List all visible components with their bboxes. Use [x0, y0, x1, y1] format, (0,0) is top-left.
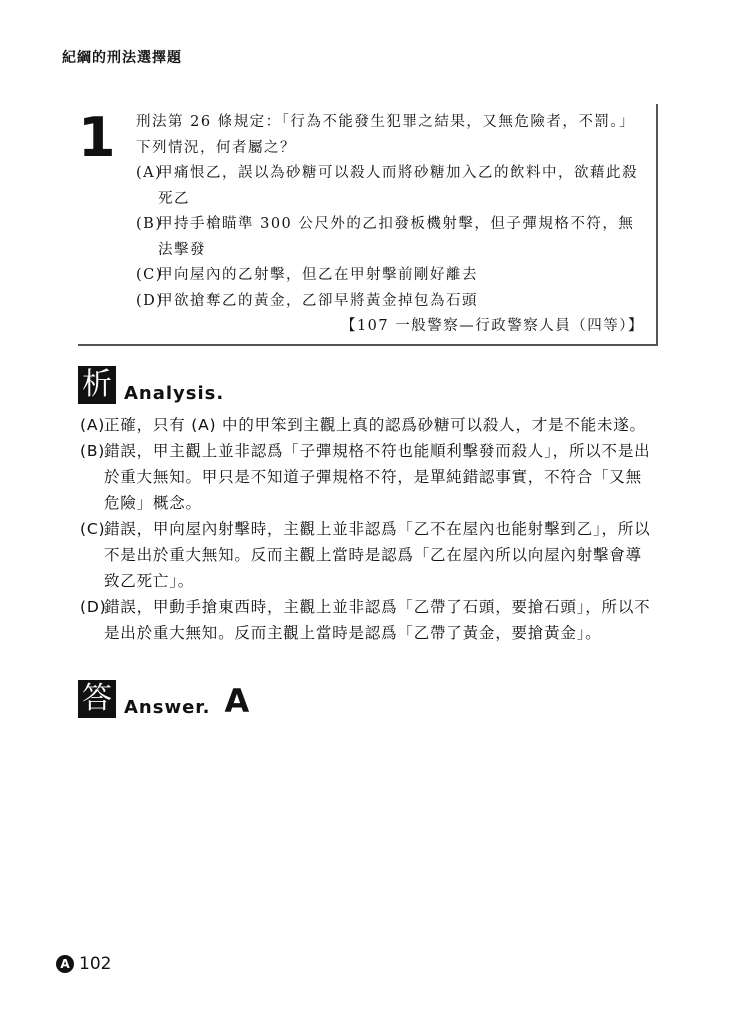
option-label: (C)	[136, 267, 163, 283]
analysis-item-d	[80, 594, 655, 646]
answer-heading	[78, 680, 249, 718]
analysis-label: (A)	[80, 416, 106, 434]
analysis-title: Analysis.	[124, 383, 225, 404]
analysis-item-a	[80, 412, 655, 438]
question-source: 【107 一般警察—行政警察人員（四等）】	[340, 318, 644, 334]
option-text: 甲持手槍瞄準 300 公尺外的乙扣發板機射擊，但子彈規格不符，無法擊發	[158, 216, 635, 258]
question-stem: 刑法第 26 條規定：「行為不能發生犯罪之結果，又無危險者，不罰。」下列情況，何者屬之？	[136, 114, 636, 156]
running-head: 紀綱的刑法選擇題	[62, 50, 182, 66]
question-number: 1	[78, 106, 116, 169]
option-c	[136, 263, 646, 289]
analysis-body	[80, 412, 655, 646]
answer-title: Answer.	[124, 697, 211, 718]
analysis-label: (C)	[80, 520, 106, 538]
analysis-text: 錯誤，甲向屋內射擊時，主觀上並非認爲「乙不在屋內也能射擊到乙」，所以不是出於重大無知。反而主觀上當時是認爲「乙在屋內所以向屋內射擊會導致乙死亡」。	[104, 520, 651, 590]
analysis-text: 錯誤，甲動手搶東西時，主觀上並非認爲「乙帶了石頭，要搶石頭」，所以不是出於重大無知。反而主觀上當時是認爲「乙帶了黃金，要搶黃金」。	[104, 598, 651, 642]
analysis-text: 正確，只有 (A) 中的甲笨到主觀上真的認爲砂糖可以殺人，才是不能未遂。	[104, 416, 646, 434]
analysis-item-c	[80, 516, 655, 594]
analysis-item-b	[80, 438, 655, 516]
option-label: (D)	[136, 292, 164, 309]
option-text: 甲欲搶奪乙的黃金，乙卻早將黃金掉包為石頭	[158, 292, 478, 309]
option-a	[136, 161, 646, 212]
page-prefix-badge: A	[56, 955, 74, 973]
option-b	[136, 212, 646, 263]
analysis-heading	[78, 366, 224, 404]
page-number	[56, 954, 111, 974]
question-text	[136, 110, 646, 340]
option-d	[136, 289, 646, 315]
answer-value: A	[224, 682, 250, 720]
analysis-badge: 析	[78, 366, 116, 404]
analysis-text: 錯誤，甲主觀上並非認爲「子彈規格不符也能順利擊發而殺人」，所以不是出於重大無知。甲只是不知道子彈規格不符，是單純錯認事實，不符合「又無危險」概念。	[104, 442, 651, 512]
page-digits: 102	[79, 954, 112, 974]
option-label: (A)	[136, 165, 163, 181]
option-label: (B)	[136, 216, 163, 232]
analysis-label: (D)	[80, 598, 107, 616]
analysis-label: (B)	[80, 442, 106, 460]
option-text: 甲向屋內的乙射擊，但乙在甲射擊前剛好離去	[158, 267, 478, 283]
option-text: 甲痛恨乙，誤以為砂糖可以殺人而將砂糖加入乙的飲料中，欲藉此殺死乙	[158, 165, 638, 207]
answer-badge: 答	[78, 680, 116, 718]
